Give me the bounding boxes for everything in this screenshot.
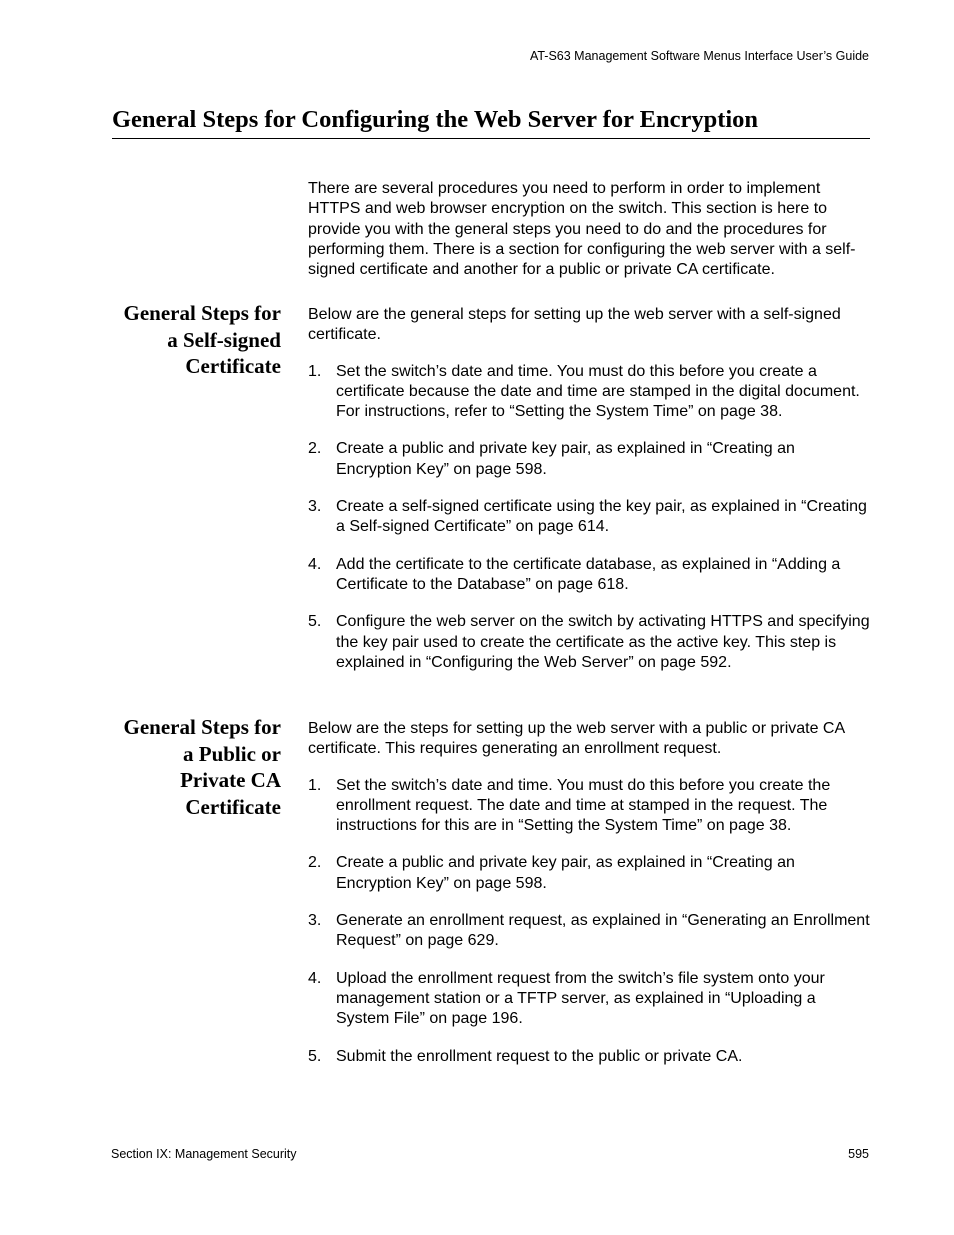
step-text: Configure the web server on the switch by activating HTTPS and specifying the key pair used to create the certificate as the active key. This step is explained in “Configuring the Web Server” on page 592.: [336, 613, 870, 671]
step-number: 1.: [308, 776, 322, 794]
running-header: AT-S63 Management Software Menus Interface User’s Guide: [529, 49, 869, 63]
list-item: [308, 439, 870, 480]
page-number: 595: [848, 1147, 869, 1161]
step-number: 3.: [308, 912, 322, 930]
list-item: [308, 555, 870, 596]
list-item: [308, 853, 870, 894]
list-item: [308, 612, 870, 673]
heading-line: a Public or: [183, 741, 281, 766]
step-text: Create a public and private key pair, as explained in “Creating an Encryption Key” on page 598.: [336, 854, 795, 892]
self-signed-section: [308, 305, 870, 690]
self-signed-steps: [308, 362, 870, 674]
heading-line: General Steps for: [123, 301, 281, 325]
heading-line: Private CA: [180, 768, 281, 793]
step-number: 4.: [308, 969, 322, 987]
step-text: Set the switch’s date and time. You must do this before you create the enrollment request. The date and time at stamped in the request. The instructions for this are in “Setting the System Time” on page 38.: [336, 776, 831, 835]
public-private-section: [308, 719, 870, 1084]
step-text: Add the certificate to the certificate database, as explained in “Adding a Certificate to the Database” on page 618.: [336, 555, 841, 593]
step-number: 5.: [308, 1047, 322, 1065]
list-item: [308, 776, 870, 837]
list-item: [308, 362, 870, 423]
step-number: 5.: [308, 613, 322, 631]
list-item: [308, 497, 870, 538]
list-item: [308, 911, 870, 952]
intro-text: There are several procedures you need to perform in order to implement HTTPS and web browser encryption on the switch. This section is here to provide you with the general steps you need to do and the procedures for performing them. There is a section for configuring the web server with a self-signed certificate and another for a public or private CA certificate.: [308, 180, 856, 279]
step-number: 3.: [308, 498, 322, 516]
heading-line: a Self-signed: [167, 327, 281, 352]
heading-line: Certificate: [185, 795, 281, 820]
step-number: 4.: [308, 555, 322, 573]
list-item: [308, 1047, 870, 1067]
step-text: Generate an enrollment request, as explained in “Generating an Enrollment Request” on page 629.: [336, 912, 870, 950]
step-number: 1.: [308, 362, 322, 380]
public-private-heading: [112, 714, 281, 821]
heading-line: General Steps for: [123, 715, 281, 739]
self-signed-heading: [112, 300, 281, 380]
step-text: Submit the enrollment request to the public or private CA.: [336, 1047, 743, 1065]
step-text: Create a self-signed certificate using the key pair, as explained in “Creating a Self-signed Certificate” on page 614.: [336, 498, 867, 536]
step-text: Upload the enrollment request from the switch’s file system onto your management station or a TFTP server, as explained in “Uploading a System File” on page 196.: [336, 969, 825, 1028]
heading-line: Certificate: [185, 354, 281, 379]
footer-section: Section IX: Management Security: [111, 1147, 297, 1161]
public-private-steps: [308, 776, 870, 1067]
step-number: 2.: [308, 440, 322, 458]
step-text: Set the switch’s date and time. You must do this before you create a certificate because the date and time are stamped in the digital document. For instructions, refer to “Setting the System Time” on page 38.: [336, 362, 860, 421]
step-number: 2.: [308, 854, 322, 872]
section-lead: Below are the steps for setting up the web server with a public or private CA certificate. This requires generating an enrollment request.: [308, 720, 845, 758]
section-lead: Below are the general steps for setting up the web server with a self-signed certificate.: [308, 306, 841, 344]
list-item: [308, 969, 870, 1030]
step-text: Create a public and private key pair, as explained in “Creating an Encryption Key” on page 598.: [336, 440, 795, 478]
page-title: General Steps for Configuring the Web Server for Encryption: [112, 106, 870, 139]
intro-paragraph: [308, 179, 870, 280]
